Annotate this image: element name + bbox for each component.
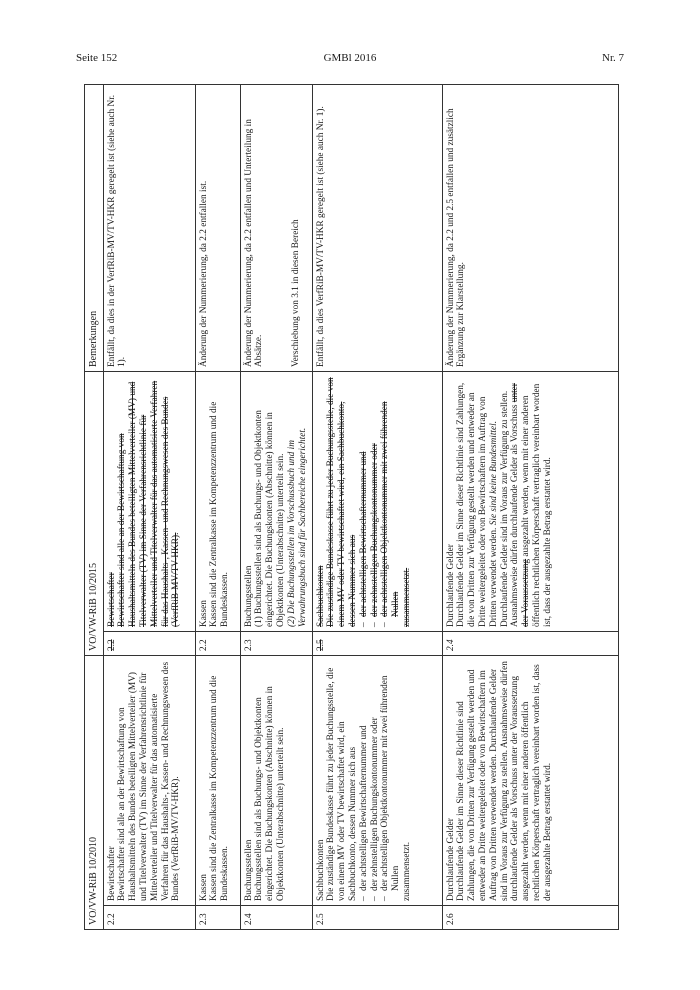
old-cell bbox=[312, 656, 442, 906]
table-row bbox=[103, 85, 195, 930]
new-list bbox=[359, 376, 402, 627]
old-tail: zusammensetzt. bbox=[401, 841, 412, 901]
column-header-new: VO/VW-RiB 10/2015 bbox=[85, 372, 104, 656]
page-number: Seite 152 bbox=[76, 52, 118, 64]
new-text-para-1: (1) Buchungsstellen sind als Buchungs- und Objektkonten eingerichtet. Die Buchungskonten (Abschnitte) können in Objektkonten (Unterabschnitte) unterteilt sein. bbox=[254, 410, 286, 627]
new-number: 2.3 bbox=[240, 632, 312, 656]
new-text: Bewirtschafter sind alle an der Bewirtschaftung von Haushaltsmitteln des Bundes beteiligten Mittelverteiler (MV) und Titelverwalter (TV) im Sinne der Verfahrensrichtlinie für Mittelverteiler und Titelverwalter für das automatisierte Verfahren für das Haushalts-, Kassen- und Rechnungswesen des Bundes (VerfRiB-MV/TV-HKR). bbox=[117, 380, 182, 627]
column-header-remarks: Bemerkungen bbox=[85, 85, 104, 372]
old-cell bbox=[442, 656, 618, 906]
remark-cell: Änderung der Nummerierung, da 2.2 entfallen ist. bbox=[195, 85, 240, 372]
new-title: Sachbuchkonten bbox=[315, 565, 326, 627]
list-item: – der achtstelligen Bewirtschafternummer und bbox=[359, 660, 370, 891]
new-number: 2.5 bbox=[312, 632, 442, 656]
list-item: – der achtstelligen Objektkontonummer mit zwei führenden Nullen bbox=[380, 660, 402, 891]
table-row bbox=[442, 85, 618, 930]
old-text: Durchlaufende Gelder im Sinne dieser Richtlinie sind Zahlungen, die von Dritten zur Verfügung gestellt werden und entweder an Dritte weitergeleitet oder von Bewirtschaftern im Auftrag von Dritten verwendet werden. Durchlaufende Gelder sind im Voraus zur Verfügung zu stellen. Ausnahmsweise dürfen durchlaufende Gelder als Vorschuss unter der Voraussetzung ausgezahlt werden, wenn mit einer anderen öffentlich rechtlichen Körperschaft vertraglich vereinbart worden ist, dass der ausgezahlte Betrag erstattet wird. bbox=[456, 661, 553, 901]
list-item: – der zehnstelligen Buchungskontonummer oder bbox=[370, 660, 381, 891]
list-item: – der zehnstelligen Buchungskontonummer oder bbox=[370, 376, 381, 617]
old-number: 2.5 bbox=[312, 906, 442, 930]
new-title: Buchungsstellen bbox=[243, 565, 254, 627]
new-cell bbox=[442, 372, 618, 632]
new-tail: zusammensetzt. bbox=[401, 567, 412, 627]
table-row bbox=[195, 85, 240, 930]
old-title: Sachbuchkonten bbox=[315, 839, 326, 901]
new-cell bbox=[240, 372, 312, 632]
old-title: Kassen bbox=[198, 874, 209, 901]
old-text: Bewirtschafter sind alle an der Bewirtschaftung von Haushaltsmitteln des Bundes beteiligten Mittelverteiler (MV) und Titelverwalter (TV) im Sinne der Verfahrensrichtlinie für Mittelverteiler und Titelverwalter für das automatisierte Verfahren für das Haushalts-, Kassen- und Rechnungswesen des Bundes (VerfRiB-MV/TV-HKR). bbox=[117, 661, 182, 901]
remark-text-1: Änderung der Nummerierung, da 2.2 entfallen und Unterteilung in Absätze. bbox=[243, 119, 265, 367]
old-text: Buchungsstellen sind als Buchungs- und Objektkonten eingerichtet. Die Buchungskonten (Abschnitte) können in Objektkonten (Unterabschnitte) unterteilt sein. bbox=[254, 686, 286, 901]
new-text-a: Durchlaufende Gelder im Sinne dieser Richtlinie sind Zahlungen, die von Dritten zur Verfügung gestellt werden und entweder an Dritte weitergeleitet oder von Bewirtschaftern im Auftrag von Dritten verwendet werden. bbox=[456, 382, 499, 627]
new-text-c: Durchlaufende Gelder sind im Voraus zur Verfügung zu stellen. Ausnahmsweise dürfen durchlaufende Gelder als Vorschuss bbox=[499, 390, 521, 627]
new-text: Die zuständige Bundeskasse führt zu jeder Buchungsstelle, die von einem MV oder TV bewirtschaftet wird, ein Sachbuchkonto, dessen Nummer sich aus bbox=[326, 377, 358, 627]
new-number: 2.4 bbox=[442, 632, 618, 656]
remark-cell: Entfällt, da dies VerfRiB-MV/TV-HKR geregelt ist (siehe auch Nr. 1). bbox=[312, 85, 442, 372]
old-number: 2.6 bbox=[442, 906, 618, 930]
journal-title: GMBl 2016 bbox=[323, 52, 377, 64]
new-title: Kassen bbox=[198, 600, 209, 627]
old-number: 2.2 bbox=[103, 906, 195, 930]
remark-cell: Änderung der Nummerierung, da 2.2 und 2.5 entfallen und zusätzlich Ergänzung zur Klarstellung. bbox=[442, 85, 618, 372]
page-header bbox=[76, 52, 624, 68]
new-text-para-2: (2) Die Buchungsstellen im Vorschussbuch und im Verwahrungsbuch sind für Sachbereiche eingerichtet. bbox=[286, 427, 308, 627]
new-cell bbox=[103, 372, 195, 632]
list-item: – der achtstelligen Bewirtschafternummer und bbox=[359, 376, 370, 617]
old-cell bbox=[240, 656, 312, 906]
column-header-old: VO/VW-RiB 10/2010 bbox=[85, 656, 104, 930]
old-list bbox=[359, 660, 402, 901]
old-title: Buchungsstellen bbox=[243, 839, 254, 901]
old-number: 2.3 bbox=[195, 906, 240, 930]
new-number: 2.2 bbox=[195, 632, 240, 656]
new-cell bbox=[195, 372, 240, 632]
remark-text-2: Verschiebung von 3.1 in diesen Bereich bbox=[291, 219, 302, 367]
comparison-table bbox=[84, 84, 619, 930]
table-header-row bbox=[85, 85, 104, 930]
old-number: 2.4 bbox=[240, 906, 312, 930]
old-cell bbox=[103, 656, 195, 906]
list-item: – der achtstelligen Objektkontonummer mit zwei führenden Nullen bbox=[380, 376, 402, 617]
new-text: Kassen sind die Zentralkasse im Kompetenzzentrum und die Bundeskassen. bbox=[209, 401, 231, 627]
new-text-e: ausgezahlt werden, wenn mit einer anderen öffentlich rechtlichen Körperschaft vertraglich vereinbart worden ist, dass der ausgezahlte Betrag erstattet wird. bbox=[521, 383, 553, 627]
new-text bbox=[456, 376, 553, 627]
issue-number: Nr. 7 bbox=[602, 52, 624, 64]
old-text: Kassen sind die Zentralkasse im Kompetenzzentrum und die Bundeskassen. bbox=[209, 675, 231, 901]
new-title: Bewirtschafter bbox=[106, 572, 117, 627]
old-title: Durchlaufende Gelder bbox=[445, 818, 456, 901]
new-text-d: unter der Voraussetzung bbox=[510, 383, 532, 627]
old-cell bbox=[195, 656, 240, 906]
remark-cell bbox=[240, 85, 312, 372]
table-row bbox=[240, 85, 312, 930]
comparison-table-wrapper bbox=[84, 85, 619, 930]
remark-cell: Entfällt, da dies in der VerfRiB-MV/TV-HKR geregelt ist (siehe auch Nr. 1). bbox=[103, 85, 195, 372]
new-title: Durchlaufende Gelder bbox=[445, 544, 456, 627]
new-cell bbox=[312, 372, 442, 632]
old-text: Die zuständige Bundeskasse führt zu jeder Buchungsstelle, die von einem MV oder TV bewirtschaftet wird, ein Sachbuchkonto, dessen Nummer sich aus bbox=[326, 667, 358, 901]
table-row bbox=[312, 85, 442, 930]
new-text-b: Sie sind keine Bundesmittel. bbox=[488, 420, 499, 526]
old-title: Bewirtschafter bbox=[106, 846, 117, 901]
new-number: 2.2 bbox=[103, 632, 195, 656]
